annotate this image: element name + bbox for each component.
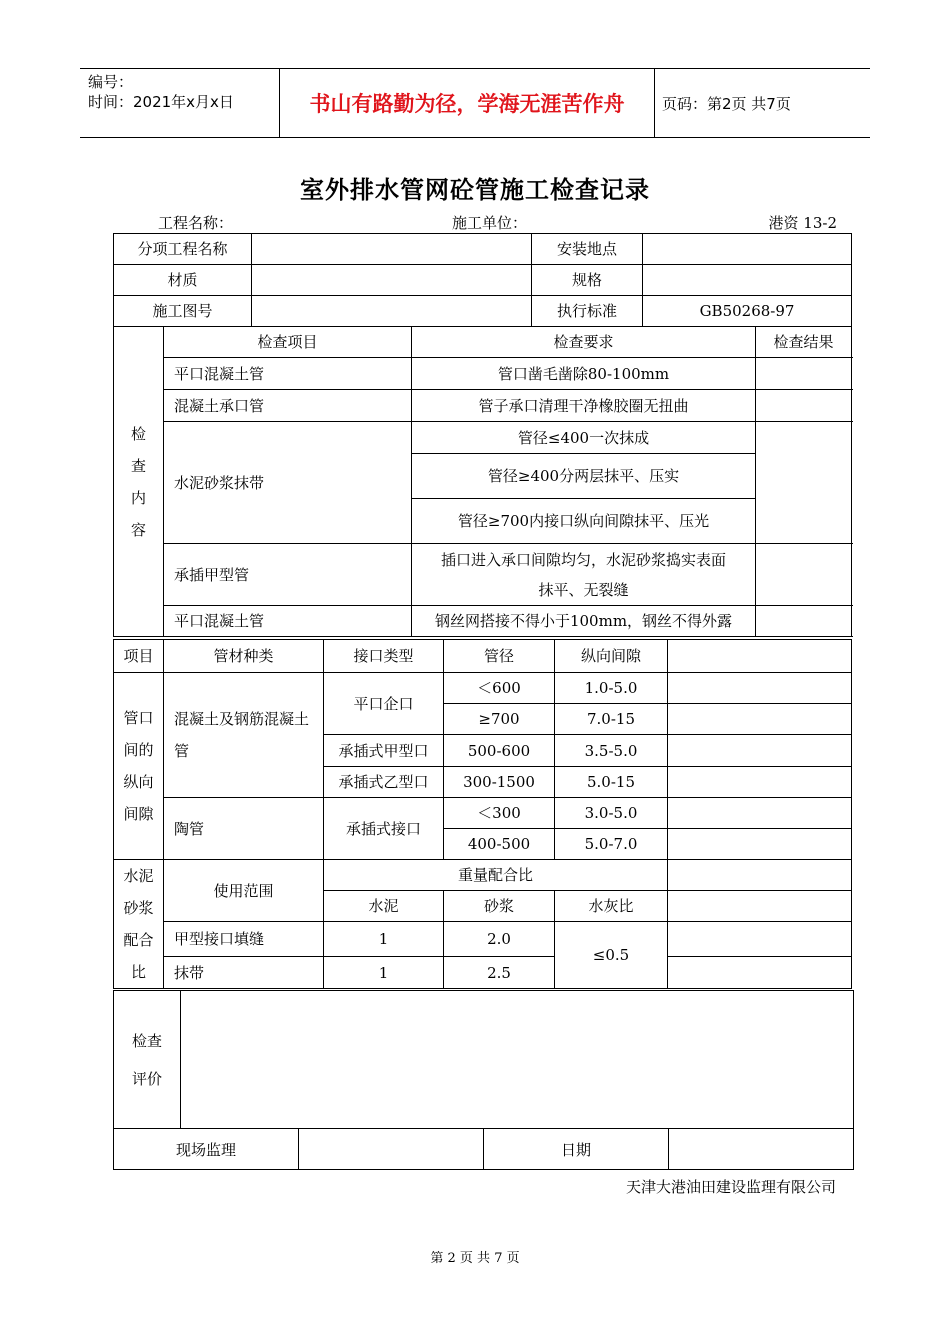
install-location-label: 安装地点 (532, 234, 643, 265)
check-req: 管径≤400一次抹成 (412, 422, 756, 454)
drawing-no-label: 施工图号 (114, 296, 252, 327)
diameter: ≥700 (444, 704, 555, 735)
document-title: 室外排水管网砼管施工检查记录 (300, 176, 650, 204)
date-label: 日期 (484, 1129, 669, 1170)
company-name: 天津大港油田建设监理有限公司 (625, 1178, 836, 1196)
gap-result[interactable] (668, 798, 852, 829)
mortar-sand: 2.0 (444, 922, 555, 957)
mortar-header-row (114, 860, 852, 891)
gap-value: 5.0-7.0 (555, 829, 668, 860)
check-req: 管径≥700内接口纵向间隙抹平、压光 (412, 499, 756, 544)
info-row (114, 296, 852, 327)
code-label: 编号： (88, 73, 134, 91)
mortar-result[interactable] (668, 957, 852, 989)
check-row (114, 390, 852, 422)
check-req: 插口进入承口间隙均匀，水泥砂浆捣实表面 抹平、无裂缝 (412, 544, 756, 606)
check-result[interactable] (756, 390, 852, 422)
sub-project-label: 分项工程名称 (114, 234, 252, 265)
check-result[interactable] (756, 422, 852, 544)
header-motto: 书山有路勤为径，学海无涯苦作舟 (280, 69, 655, 137)
check-req: 钢丝网搭接不得小于100mm，钢丝不得外露 (412, 606, 756, 637)
col-ratio: 重量配合比 (324, 860, 668, 891)
info-row (114, 265, 852, 296)
col-check-item: 检查项目 (164, 327, 412, 358)
evaluation-table (113, 990, 854, 1170)
header-page-info: 页码：第2页 共7页 (662, 94, 791, 113)
gap-row (114, 798, 852, 829)
col-cement: 水泥 (324, 891, 444, 922)
diameter: ＜300 (444, 798, 555, 829)
col-check-req: 检查要求 (412, 327, 756, 358)
mortar-scope: 抹带 (164, 957, 324, 989)
gap-value: 3.0-5.0 (555, 798, 668, 829)
diameter: 300-1500 (444, 767, 555, 798)
col-pipe-type: 管材种类 (164, 640, 324, 673)
col-sand: 砂浆 (444, 891, 555, 922)
mortar-sand: 2.5 (444, 957, 555, 989)
pipe-type: 混凝土及钢筋混凝土管 (164, 673, 324, 798)
spec-value[interactable] (643, 265, 852, 296)
check-row (114, 358, 852, 390)
check-item: 平口混凝土管 (164, 358, 412, 390)
gap-row (114, 673, 852, 704)
mortar-scope: 甲型接口填缝 (164, 922, 324, 957)
gap-header-row (114, 640, 852, 673)
gap-value: 7.0-15 (555, 704, 668, 735)
gap-result[interactable] (668, 829, 852, 860)
mortar-result[interactable] (668, 860, 852, 891)
joint-type: 承插式甲型口 (324, 735, 444, 767)
info-row (114, 234, 852, 265)
material-label: 材质 (114, 265, 252, 296)
joint-type: 平口企口 (324, 673, 444, 735)
mortar-row (114, 957, 852, 989)
supervisor-value[interactable] (299, 1129, 484, 1170)
date-label: 时间：2021年x月x日 (88, 93, 234, 111)
check-item: 水泥砂浆抹带 (164, 422, 412, 544)
joint-type: 承插式乙型口 (324, 767, 444, 798)
standard-value: GB50268-97 (643, 296, 852, 327)
mortar-cement: 1 (324, 922, 444, 957)
gap-table (113, 639, 852, 989)
check-row (114, 544, 852, 606)
check-item: 混凝土承口管 (164, 390, 412, 422)
joint-type: 承插式接口 (324, 798, 444, 860)
mortar-result[interactable] (668, 891, 852, 922)
col-joint-type: 接口类型 (324, 640, 444, 673)
mortar-cement: 1 (324, 957, 444, 989)
gap-side-label: 管口 间的 纵向 间隙 (114, 673, 164, 860)
supervisor-label: 现场监理 (114, 1129, 299, 1170)
mortar-row (114, 922, 852, 957)
col-wc: 水灰比 (555, 891, 668, 922)
check-side-label: 检 查 内 容 (114, 327, 164, 637)
page-footer: 第 2 页 共 7 页 (430, 1251, 520, 1266)
check-req: 管径≥400分两层抹平、压实 (412, 454, 756, 499)
diameter: ＜600 (444, 673, 555, 704)
spec-label: 规格 (532, 265, 643, 296)
check-result[interactable] (756, 606, 852, 637)
check-req: 管口凿毛凿除80-100mm (412, 358, 756, 390)
date-value[interactable] (669, 1129, 854, 1170)
gap-result[interactable] (668, 673, 852, 704)
contractor-label: 施工单位： (452, 214, 528, 232)
mortar-side-label: 水泥 砂浆 配合 比 (114, 860, 164, 989)
gap-value: 3.5-5.0 (555, 735, 668, 767)
check-result[interactable] (756, 358, 852, 390)
project-name-label: 工程名称： (158, 214, 234, 232)
evaluation-row (114, 991, 854, 1129)
gap-result[interactable] (668, 735, 852, 767)
drawing-no-value[interactable] (252, 296, 532, 327)
sub-project-value[interactable] (252, 234, 532, 265)
page-header (80, 68, 870, 138)
col-gap: 纵向间隙 (555, 640, 668, 673)
evaluation-label: 检查 评价 (114, 991, 181, 1129)
standard-label: 执行标准 (532, 296, 643, 327)
pipe-type: 陶管 (164, 798, 324, 860)
material-value[interactable] (252, 265, 532, 296)
check-req: 管子承口清理干净橡胶圈无扭曲 (412, 390, 756, 422)
gap-result[interactable] (668, 767, 852, 798)
signature-row (114, 1129, 854, 1170)
gap-result-header[interactable] (668, 640, 852, 673)
check-item: 承插甲型管 (164, 544, 412, 606)
check-row (114, 422, 852, 454)
col-scope: 使用范围 (164, 860, 324, 922)
check-row (114, 606, 852, 637)
col-diameter: 管径 (444, 640, 555, 673)
check-item: 平口混凝土管 (164, 606, 412, 637)
gap-value: 5.0-15 (555, 767, 668, 798)
mortar-wc: ≤0.5 (555, 922, 668, 989)
evaluation-content[interactable] (181, 991, 854, 1129)
diameter: 500-600 (444, 735, 555, 767)
col-project: 项目 (114, 640, 164, 673)
gap-value: 1.0-5.0 (555, 673, 668, 704)
mortar-result[interactable] (668, 922, 852, 957)
check-result[interactable] (756, 544, 852, 606)
form-code: 港资 13-2 (768, 214, 837, 232)
install-location-value[interactable] (643, 234, 852, 265)
inspection-table (113, 233, 852, 637)
diameter: 400-500 (444, 829, 555, 860)
header-meta (80, 69, 280, 137)
gap-result[interactable] (668, 704, 852, 735)
col-check-result: 检查结果 (756, 327, 852, 358)
check-header-row (114, 327, 852, 358)
